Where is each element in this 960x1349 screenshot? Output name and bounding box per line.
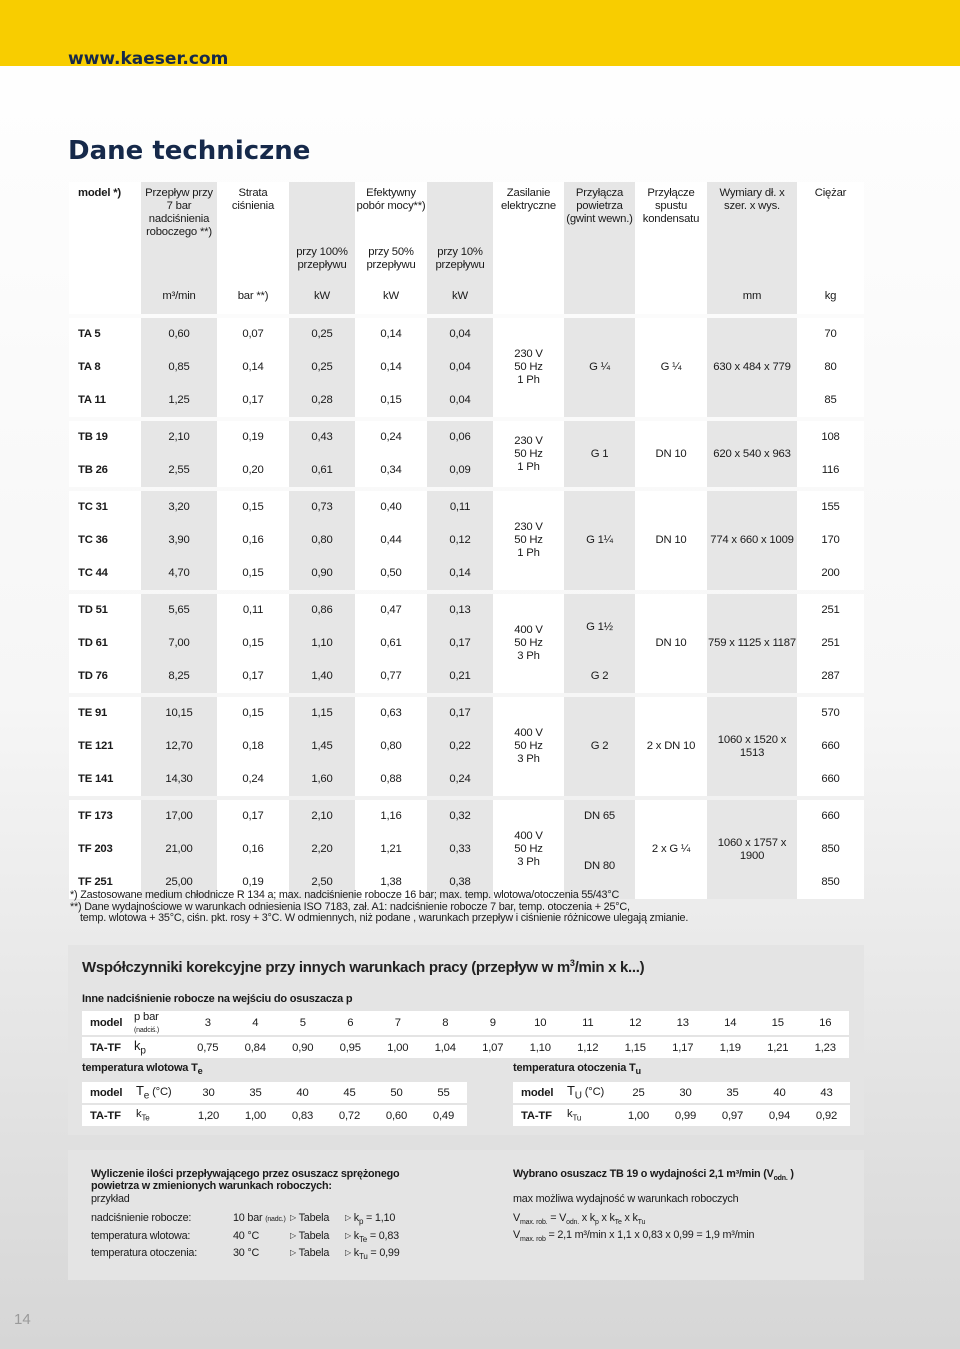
cell-model: TC 36 [69, 524, 141, 557]
pressure-value: 9 [469, 1011, 517, 1035]
pressure-factor: 0,90 [279, 1037, 327, 1058]
col-p50: przy 50% przepływu [355, 182, 427, 279]
cell-weight: 85 [797, 384, 864, 417]
cell-model: TB 26 [69, 454, 141, 487]
unit-dims: mm [707, 279, 797, 314]
cell-p50: 0,61 [355, 627, 427, 660]
cell-p10: 0,17 [427, 697, 493, 730]
row-symbol: $k_p$ [130, 1037, 184, 1058]
cell-dims: 620 x 540 x 963 [707, 421, 797, 487]
cell-p50: 0,63 [355, 697, 427, 730]
cell-p10: 0,17 [427, 627, 493, 660]
cell-flow: 3,20 [141, 491, 217, 524]
website-link[interactable]: www.kaeser.com [68, 49, 229, 69]
inlet-temp-value: 40 [279, 1082, 326, 1103]
cell-weight: 287 [797, 660, 864, 693]
pressure-value: 3 [184, 1011, 232, 1035]
ambient-factor-row [513, 1105, 850, 1126]
cell-drain: 2 x G ¼ [635, 800, 707, 899]
pressure-factor: 1,15 [612, 1037, 660, 1058]
p100-label: przy 100% przepływu [296, 246, 348, 271]
cell-flow: 1,25 [141, 384, 217, 417]
units-row [69, 279, 864, 314]
cell-flow: 8,25 [141, 660, 217, 693]
table-row [69, 594, 864, 627]
col-dims: Wymiary dł. x szer. x wys. [707, 182, 797, 279]
pressure-value: 5 [279, 1011, 327, 1035]
cell-dims: 1060 x 1520 x 1513 [707, 697, 797, 796]
cell-p50: 0,50 [355, 557, 427, 590]
cell-model: TF 173 [69, 800, 141, 833]
cell-p50: 0,80 [355, 730, 427, 763]
ambient-factor: 0,97 [709, 1105, 756, 1126]
cell-model: TC 31 [69, 491, 141, 524]
cell-p100: 1,10 [289, 627, 355, 660]
cell-drain: DN 10 [635, 491, 707, 590]
row-symbol: p bar (nadciś.) [130, 1011, 184, 1035]
unit-loss: bar **) [217, 279, 289, 314]
cell-loss: 0,20 [217, 454, 289, 487]
col-flow: Przepływ przy 7 bar nadciśnienia roboczego **) [141, 182, 217, 279]
cell-p100: 0,25 [289, 318, 355, 351]
cell-weight: 660 [797, 763, 864, 796]
cell-model: TA 11 [69, 384, 141, 417]
cell-weight: 660 [797, 800, 864, 833]
page-title: Dane techniczne [68, 136, 311, 166]
example-value: 10 bar (nadc.) [233, 1212, 286, 1224]
row-label: TA-TF [82, 1105, 130, 1126]
cell-p10: 0,13 [427, 594, 493, 627]
cell-p100: 1,40 [289, 660, 355, 693]
pressure-factor: 1,21 [754, 1037, 802, 1058]
cell-weight: 200 [797, 557, 864, 590]
cell-p100: 0,73 [289, 491, 355, 524]
cell-p50: 0,14 [355, 318, 427, 351]
inlet-temp-value: 50 [373, 1082, 420, 1103]
cell-p100: 0,43 [289, 421, 355, 454]
cell-p100: 1,15 [289, 697, 355, 730]
example-factor: ▷ $k_{Te} = 0,83$ [345, 1229, 399, 1244]
cell-p10: 0,04 [427, 384, 493, 417]
inlet-factor-row [82, 1105, 467, 1126]
ambient-factor-table [513, 1080, 850, 1128]
cell-p100: 2,10 [289, 800, 355, 833]
cell-drain: DN 10 [635, 421, 707, 487]
cell-p100: 0,28 [289, 384, 355, 417]
col-model: model *) [69, 182, 141, 279]
cell-p50: 0,40 [355, 491, 427, 524]
cell-model: TE 141 [69, 763, 141, 796]
row-symbol: $k_{Te}$ [130, 1105, 185, 1126]
row-label: TA-TF [513, 1105, 561, 1126]
cell-p10: 0,33 [427, 833, 493, 866]
footnote-3: temp. wlotowa + 35°C, ciśn. pkt. rosy + 3°C. W odmiennych, niż podane , warunkach przepływ i ciśnienie różnicowe ulegają zmianie. [80, 912, 689, 925]
cell-loss: 0,24 [217, 763, 289, 796]
pressure-row [82, 1011, 849, 1035]
cell-drain: G ¼ [635, 318, 707, 417]
cell-loss: 0,19 [217, 421, 289, 454]
arrow-icon: ▷ [290, 1213, 296, 1222]
pressure-factor: 0,84 [232, 1037, 280, 1058]
table-row [69, 318, 864, 351]
cell-model: TF 251 [69, 866, 141, 899]
ambient-factor: 1,00 [615, 1105, 662, 1126]
pressure-factor: 1,12 [564, 1037, 612, 1058]
row-label: model [82, 1011, 130, 1035]
cell-p50: 1,16 [355, 800, 427, 833]
cell-p10: 0,24 [427, 763, 493, 796]
table-row [69, 491, 864, 524]
inlet-temp-value: 35 [232, 1082, 279, 1103]
cell-p10: 0,04 [427, 318, 493, 351]
example-factor: ▷ $k_{Tu} = 0,99$ [345, 1247, 400, 1262]
cell-loss: 0,16 [217, 833, 289, 866]
cell-p10: 0,12 [427, 524, 493, 557]
cell-dims: 759 x 1125 x 1187 [707, 594, 797, 693]
arrow-icon: ▷ [345, 1213, 351, 1222]
cell-p50: 0,44 [355, 524, 427, 557]
inlet-factor: 1,20 [185, 1105, 232, 1126]
cell-model: TA 8 [69, 351, 141, 384]
arrow-icon: ▷ [345, 1230, 351, 1240]
table-header-row [69, 182, 864, 279]
cell-loss: 0,17 [217, 384, 289, 417]
cell-p100: 0,90 [289, 557, 355, 590]
ambient-factor: 0,92 [803, 1105, 850, 1126]
cell-loss: 0,19 [217, 866, 289, 899]
row-label: model [513, 1082, 561, 1103]
cell-p10: 0,32 [427, 800, 493, 833]
cell-weight: 570 [797, 697, 864, 730]
example-label: nadciśnienie robocze: [91, 1212, 192, 1224]
cell-air: G ¼ [564, 318, 635, 417]
pressure-value: 8 [422, 1011, 470, 1035]
row-label: TA-TF [82, 1037, 130, 1058]
inlet-table-title: temperatura wlotowa $T_e$ [82, 1062, 203, 1077]
cell-p10: 0,22 [427, 730, 493, 763]
cell-p50: 0,14 [355, 351, 427, 384]
col-drain: Przyłącze spustu kondensatu [635, 182, 707, 279]
row-symbol: $T_U$ (°C) [561, 1082, 615, 1103]
cell-supply: 230 V 50 Hz 1 Ph [493, 318, 564, 417]
cell-model: TA 5 [69, 318, 141, 351]
cell-weight: 108 [797, 421, 864, 454]
cell-flow: 10,15 [141, 697, 217, 730]
tech-data-table [69, 182, 864, 899]
page-number: 14 [14, 1311, 31, 1328]
cell-p10: 0,21 [427, 660, 493, 693]
formula-2: $V_{max. rob} = 2,1$ m³/min x 1,1 x 0,83 x 0,99 = 1,9 m³/min [513, 1229, 755, 1244]
inlet-temp-row [82, 1082, 467, 1103]
cell-loss: 0,14 [217, 351, 289, 384]
arrow-icon: ▷ [290, 1230, 296, 1240]
inlet-factor: 0,83 [279, 1105, 326, 1126]
ambient-temp-value: 40 [756, 1082, 803, 1103]
cell-loss: 0,15 [217, 627, 289, 660]
pressure-factor: 1,10 [517, 1037, 565, 1058]
cell-flow: 7,00 [141, 627, 217, 660]
cell-flow: 21,00 [141, 833, 217, 866]
pressure-factor: 1,00 [374, 1037, 422, 1058]
cell-supply: 400 V 50 Hz 3 Ph [493, 800, 564, 899]
ambient-table-title: temperatura otoczenia $T_u$ [513, 1062, 641, 1077]
cell-flow: 0,60 [141, 318, 217, 351]
cell-p10: 0,09 [427, 454, 493, 487]
pressure-factor: 1,19 [707, 1037, 755, 1058]
inlet-temp-value: 30 [185, 1082, 232, 1103]
example-ref: ▷ Tabela [290, 1247, 330, 1259]
cell-p50: 0,34 [355, 454, 427, 487]
unit-p100: kW [289, 279, 355, 314]
example-value: 40 °C [233, 1229, 260, 1242]
cell-model: TE 121 [69, 730, 141, 763]
cell-flow: 5,65 [141, 594, 217, 627]
cell-p100: 2,50 [289, 866, 355, 899]
footnote-2: **) Dane wydajnościowe w warunkach odniesienia ISO 7183, zał. A1: nadciśnienie robocze 7 bar, temp. otoczenia + 25°C, [70, 900, 630, 913]
footnote-1: *) Zastosowane medium chłodnicze R 134 a; max. nadciśnienie robocze 16 bar; max. temp. wlotowa/otoczenia 55/43°C [70, 889, 620, 901]
cell-p10: 0,38 [427, 866, 493, 899]
cell-p10: 0,04 [427, 351, 493, 384]
pressure-value: 12 [612, 1011, 660, 1035]
ambient-temp-value: 35 [709, 1082, 756, 1103]
cell-flow: 12,70 [141, 730, 217, 763]
cell-p10: 0,11 [427, 491, 493, 524]
pressure-value: 6 [327, 1011, 375, 1035]
factor-row [82, 1037, 849, 1058]
ambient-temp-row [513, 1082, 850, 1103]
cell-loss: 0,18 [217, 730, 289, 763]
pressure-value: 13 [659, 1011, 707, 1035]
cell-flow: 25,00 [141, 866, 217, 899]
cell-loss: 0,15 [217, 697, 289, 730]
cell-drain: 2 x DN 10 [635, 697, 707, 796]
row-symbol: $k_{Tu}$ [561, 1105, 615, 1126]
example-subtitle: przykład [91, 1193, 130, 1205]
cell-air: G 1 [564, 421, 635, 487]
cell-flow: 2,10 [141, 421, 217, 454]
example-label: temperatura wlotowa: [91, 1229, 191, 1242]
table-row [69, 697, 864, 730]
pressure-value: 11 [564, 1011, 612, 1035]
pressure-value: 15 [754, 1011, 802, 1035]
cell-p100: 2,20 [289, 833, 355, 866]
formula-1: $V_{max. rob.} = V_{odn.}$ x $k_p$ x $k_{Te}$ x $k_{Tu}$ [513, 1212, 646, 1227]
table-row [69, 800, 864, 833]
unit-weight: kg [797, 279, 864, 314]
pressure-factor: 0,95 [327, 1037, 375, 1058]
example-factor: ▷ $k_p = 1,10$ [345, 1212, 396, 1227]
cell-model: TF 203 [69, 833, 141, 866]
example-label: temperatura otoczenia: [91, 1247, 198, 1259]
cell-p50: 0,15 [355, 384, 427, 417]
cell-p50: 1,38 [355, 866, 427, 899]
cell-weight: 155 [797, 491, 864, 524]
cell-p50: 0,24 [355, 421, 427, 454]
cell-weight: 251 [797, 627, 864, 660]
cell-air: G 2 [564, 660, 635, 693]
cell-flow: 14,30 [141, 763, 217, 796]
cell-weight: 251 [797, 594, 864, 627]
max-capacity-label: max możliwa wydajność w warunkach roboczych [513, 1193, 739, 1205]
cell-air: DN 80 [564, 833, 635, 899]
unit-flow: m³/min [141, 279, 217, 314]
cell-p100: 0,80 [289, 524, 355, 557]
inlet-factor: 1,00 [232, 1105, 279, 1126]
cell-p100: 1,45 [289, 730, 355, 763]
pressure-factor-table [82, 1009, 849, 1060]
inlet-temp-value: 45 [326, 1082, 373, 1103]
cell-air: DN 65 [564, 800, 635, 833]
pressure-factor: 1,23 [802, 1037, 850, 1058]
inlet-factor: 0,60 [373, 1105, 420, 1126]
col-supply: Zasilanie elektryczne [493, 182, 564, 279]
pressure-factor: 1,07 [469, 1037, 517, 1058]
pressure-value: 14 [707, 1011, 755, 1035]
cell-model: TE 91 [69, 697, 141, 730]
pressure-table-title: Inne nadciśnienie robocze na wejściu do osuszacza p [82, 993, 353, 1005]
cell-weight: 116 [797, 454, 864, 487]
inlet-factor: 0,72 [326, 1105, 373, 1126]
col-air: Przyłącza powietrza (gwint wewn.) [564, 182, 635, 279]
cell-model: TD 51 [69, 594, 141, 627]
cell-weight: 70 [797, 318, 864, 351]
cell-loss: 0,15 [217, 557, 289, 590]
inlet-factor-table [82, 1080, 467, 1128]
cell-flow: 17,00 [141, 800, 217, 833]
inlet-factor: 0,49 [420, 1105, 467, 1126]
cell-flow: 4,70 [141, 557, 217, 590]
ambient-temp-value: 43 [803, 1082, 850, 1103]
cell-loss: 0,17 [217, 660, 289, 693]
cell-model: TD 76 [69, 660, 141, 693]
col-loss: Strata ciśnienia [217, 182, 289, 279]
cell-flow: 3,90 [141, 524, 217, 557]
correction-title: Współczynniki korekcyjne przy innych warunkach pracy (przepływ w $m^3/\min$ x k...) [82, 958, 645, 976]
cell-p10: 0,06 [427, 421, 493, 454]
cell-loss: 0,11 [217, 594, 289, 627]
cell-p10: 0,14 [427, 557, 493, 590]
example-ref: ▷ Tabela [290, 1229, 330, 1242]
cell-loss: 0,15 [217, 491, 289, 524]
cell-weight: 80 [797, 351, 864, 384]
cell-flow: 2,55 [141, 454, 217, 487]
cell-loss: 0,16 [217, 524, 289, 557]
cell-p100: 0,61 [289, 454, 355, 487]
cell-weight: 850 [797, 866, 864, 899]
ambient-factor: 0,99 [662, 1105, 709, 1126]
cell-dims: 630 x 484 x 779 [707, 318, 797, 417]
cell-air: G 1¼ [564, 491, 635, 590]
cell-p50: 0,77 [355, 660, 427, 693]
arrow-icon: ▷ [290, 1248, 296, 1257]
power-header: Efektywny pobór mocy**) [356, 187, 426, 212]
cell-p50: 0,88 [355, 763, 427, 796]
cell-supply: 400 V 50 Hz 3 Ph [493, 594, 564, 693]
ambient-factor: 0,94 [756, 1105, 803, 1126]
cell-p100: 0,86 [289, 594, 355, 627]
pressure-factor: 0,75 [184, 1037, 232, 1058]
col-weight: Ciężar [797, 182, 864, 279]
pressure-factor: 1,17 [659, 1037, 707, 1058]
example-title: Wyliczenie ilości przepływającego przez osuszacz sprężonego powietrza w zmienionych warunkach roboczych: [91, 1168, 400, 1192]
row-label: model [82, 1082, 130, 1103]
row-symbol: $T_e$ (°C) [130, 1082, 185, 1103]
cell-model: TD 61 [69, 627, 141, 660]
cell-p100: 1,60 [289, 763, 355, 796]
cell-p100: 0,25 [289, 351, 355, 384]
example-ref: ▷ Tabela [290, 1212, 330, 1224]
cell-supply: 230 V 50 Hz 1 Ph [493, 421, 564, 487]
cell-weight: 660 [797, 730, 864, 763]
inlet-temp-value: 55 [420, 1082, 467, 1103]
cell-model: TB 19 [69, 421, 141, 454]
cell-dims: 1060 x 1757 x 1900 [707, 800, 797, 899]
cell-drain: DN 10 [635, 594, 707, 693]
cell-weight: 850 [797, 833, 864, 866]
cell-loss: 0,07 [217, 318, 289, 351]
table-row [69, 421, 864, 454]
unit-p50: kW [355, 279, 427, 314]
pressure-factor: 1,04 [422, 1037, 470, 1058]
cell-supply: 400 V 50 Hz 3 Ph [493, 697, 564, 796]
cell-air: G 2 [564, 697, 635, 796]
arrow-icon: ▷ [345, 1248, 351, 1257]
example-value: 30 °C [233, 1247, 260, 1259]
result-title: Wybrano osuszacz TB 19 o wydajności 2,1 m³/min ($V_{odn.}$ ) [513, 1168, 794, 1183]
ambient-temp-value: 30 [662, 1082, 709, 1103]
cell-air: G 1½ [564, 594, 635, 660]
unit-p10: kW [427, 279, 493, 314]
pressure-value: 10 [517, 1011, 565, 1035]
cell-dims: 774 x 660 x 1009 [707, 491, 797, 590]
col-p10: przy 10% przepływu [427, 182, 493, 279]
cell-supply: 230 V 50 Hz 1 Ph [493, 491, 564, 590]
footnotes [70, 890, 688, 925]
cell-flow: 0,85 [141, 351, 217, 384]
pressure-value: 4 [232, 1011, 280, 1035]
pressure-value: 16 [802, 1011, 850, 1035]
cell-loss: 0,17 [217, 800, 289, 833]
pressure-value: 7 [374, 1011, 422, 1035]
cell-p50: 0,47 [355, 594, 427, 627]
cell-p50: 1,21 [355, 833, 427, 866]
cell-model: TC 44 [69, 557, 141, 590]
ambient-temp-value: 25 [615, 1082, 662, 1103]
cell-weight: 170 [797, 524, 864, 557]
